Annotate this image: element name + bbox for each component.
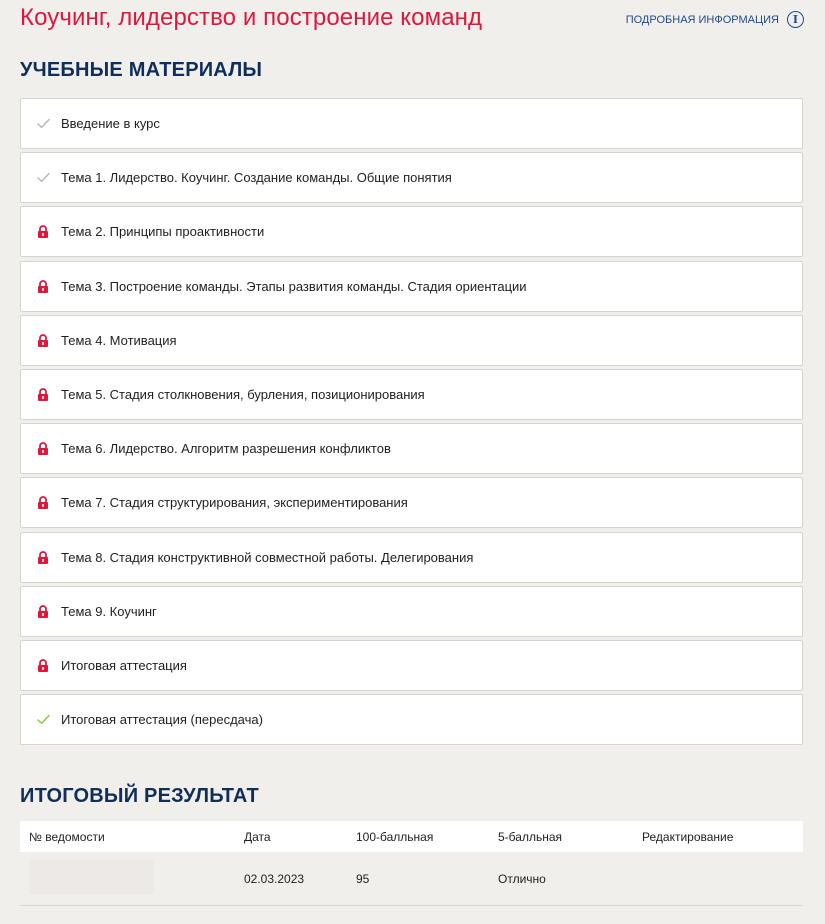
material-item[interactable] [20,694,803,745]
column-header-date: Дата [244,829,271,844]
material-item-label: Тема 8. Стадия конструктивной совместной работы. Делегирования [61,549,474,565]
material-item-label: Введение в курс [61,116,160,131]
material-item-label: Итоговая аттестация (пересдача) [61,712,263,728]
column-header-score-100: 100-балльная [356,829,434,844]
material-item[interactable] [20,206,803,257]
column-header-score-5: 5-балльная [498,829,562,844]
lock-icon [35,495,51,511]
material-item[interactable] [20,152,803,203]
course-title: Коучинг, лидерство и построение команд [20,4,483,31]
material-item[interactable] [20,423,803,474]
column-header-statement-number: № ведомости [29,829,105,844]
score-5-cell: Отлично [498,871,546,886]
material-item[interactable] [20,477,803,528]
materials-list [20,98,803,748]
material-item-label: Тема 9. Коучинг [61,603,157,619]
column-header-editing: Редактирование [642,829,734,844]
material-item[interactable] [20,640,803,691]
lock-icon [35,657,51,673]
info-link[interactable] [626,11,804,28]
material-item[interactable] [20,586,803,637]
material-item-label: Тема 1. Лидерство. Коучинг. Создание команды. Общие понятия [61,170,452,186]
material-item[interactable] [20,315,803,366]
lock-icon [35,332,51,348]
table-row [20,852,803,906]
lock-icon [35,549,51,565]
lock-icon [35,603,51,619]
results-table-header [20,821,803,852]
material-item-label: Тема 6. Лидерство. Алгоритм разрешения конфликтов [61,441,391,457]
check-icon [35,712,51,728]
material-item[interactable] [20,532,803,583]
material-item-label: Тема 3. Построение команды. Этапы развития команды. Стадия ориентации [61,278,527,294]
lock-icon [35,386,51,402]
material-item-label: Тема 2. Принципы проактивности [61,224,265,240]
score-100-cell: 95 [356,871,370,886]
result-heading: ИТОГОВЫЙ РЕЗУЛЬТАТ [20,785,259,807]
redacted-statement-number [29,860,154,894]
date-cell: 02.03.2023 [244,871,305,886]
material-item[interactable] [20,98,803,149]
info-link-label: ПОДРОБНАЯ ИНФОРМАЦИЯ [625,13,779,26]
check-icon [35,170,51,186]
statement-number-cell [20,860,235,897]
lock-icon [35,278,51,294]
check-icon [35,116,51,132]
material-item-label: Тема 5. Стадия столкновения, бурления, позиционирования [61,386,425,402]
info-icon[interactable]: I [787,11,804,28]
material-item[interactable] [20,261,803,312]
materials-heading: УЧЕБНЫЕ МАТЕРИАЛЫ [20,59,263,81]
results-table [20,821,803,906]
lock-icon [35,224,51,240]
lock-icon [35,441,51,457]
material-item[interactable] [20,369,803,420]
material-item-label: Тема 7. Стадия структурирования, экспериментирования [61,495,408,511]
material-item-label: Тема 4. Мотивация [61,332,177,348]
material-item-label: Итоговая аттестация [61,657,187,673]
